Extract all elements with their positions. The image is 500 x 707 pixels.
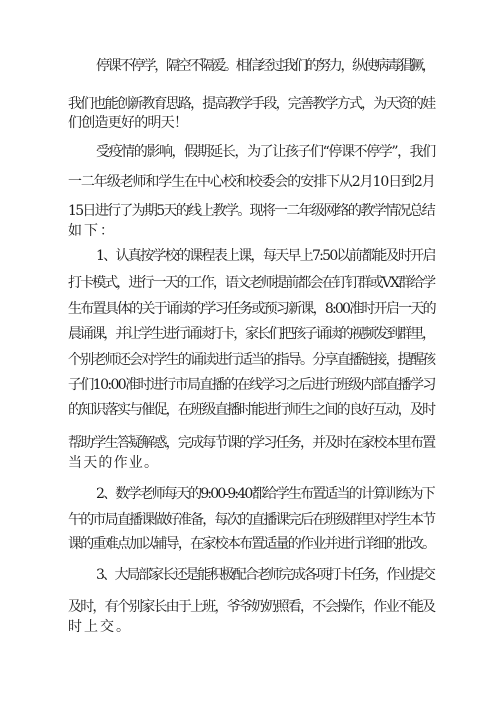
text-line: 个别老师还会对学生的诵读进行适当的指导。分享直播链接，提醒孩 — [68, 352, 435, 368]
text-line: 如下： — [68, 223, 116, 239]
text-line: 2、数学老师每天的9:00-9:40都给学生布置适当的计算训练为下 — [96, 486, 434, 502]
text-line: 及时，有个别家长由于上班，爷爷奶奶照看，不会操作，作业不能及 — [68, 599, 435, 615]
text-line: 我们也能创新教育思路，提高教学手段，完善教学方式，为天资的娃 — [68, 96, 435, 112]
text-line: 的知识落实与催促，在班级直播时能进行师生之间的良好互动，及时 — [68, 402, 435, 418]
text-line: 3、大局部家长还是能积极配合老师完成各项打卡任务，作业提交 — [96, 567, 434, 583]
text-line: 1、认真按学校的课程表上课，每天早上7:50以前都能及时开启 — [96, 248, 435, 264]
text-line: 晨诵课，并让学生进行诵读打卡，家长们把孩子诵读的视频发到群里， — [68, 326, 434, 342]
text-line: 受疫情的影响，假期延长，为了让孩子们“停课不停学”，我们 — [96, 144, 435, 160]
text-line: 们创造更好的明天！ — [68, 115, 188, 131]
text-line: 15日进行了为期5天的线上教学。现将一二年级网络的教学情况总结 — [68, 203, 435, 219]
text-line: 课的重难点加以辅导，在家校本布置适量的作业并进行详细的批改。 — [68, 536, 435, 552]
text-line: 一二年级老师和学生在中心校和校委会的安排下从2月10日到2月 — [68, 174, 435, 190]
text-line: 时上交。 — [68, 619, 132, 635]
text-line: 子们10:00准时进行市局直播的在线学习之后进行班级内部直播学习 — [68, 377, 435, 393]
text-line: 帮助学生答疑解惑，完成每节课的学习任务，并及时在家校本里布置 — [68, 435, 435, 451]
text-line: 停课不停学，隔空不隔爱。相信经过我们的努力，纵使病毒猖獗， — [96, 58, 434, 74]
text-line: 生布置具体的关于诵读的学习任务或预习新课，8:00准时开启一天的 — [68, 301, 435, 317]
text-line: 当天的作业。 — [68, 455, 160, 471]
text-line: 打卡模式，进行一天的工作，语文老师提前都会在钉钉群或VX群给学 — [68, 275, 435, 291]
text-line: 午的市局直播课做好准备，每次的直播课完后在班级群里对学生本节 — [68, 512, 435, 528]
